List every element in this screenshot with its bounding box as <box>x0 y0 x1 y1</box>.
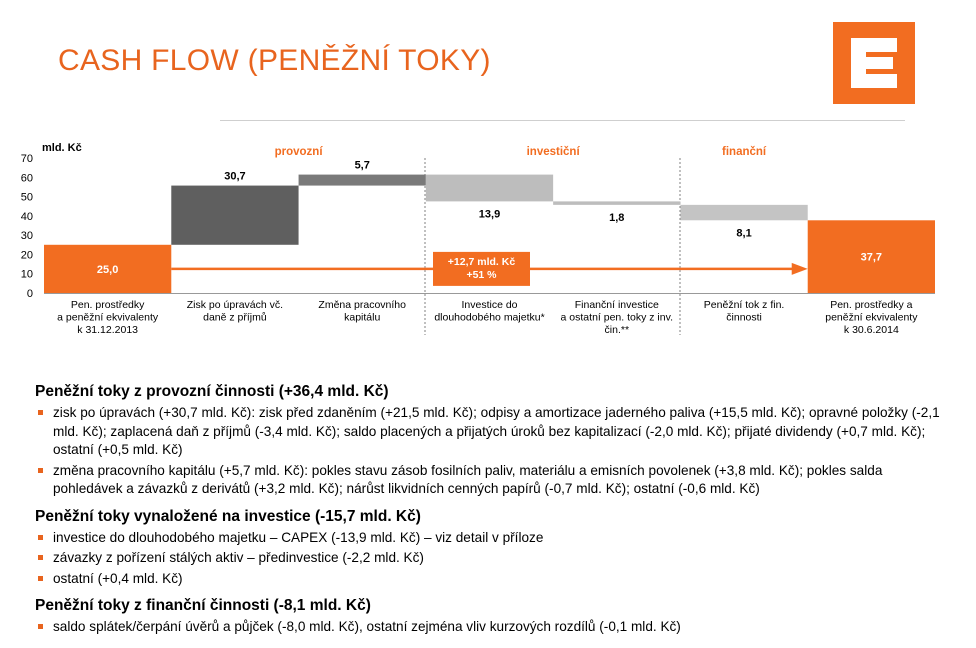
bullet-text: změna pracovního kapitálu (+5,7 mld. Kč): pokles stavu zásob fosilních paliv, materiálu a emisních povolenek (+3,8 mld. Kč); pokles salda pohledávek a závazků z derivátů (+3,2 mld. Kč); nárůst likvidních cenných papírů (-0,7 mld. Kč); ostatní (-0,6 mld. Kč) <box>53 462 883 496</box>
y-tick-label: 60 <box>20 172 33 185</box>
y-tick-label: 50 <box>20 191 33 204</box>
square-bullet-icon <box>38 576 43 581</box>
bullet-item <box>35 618 955 637</box>
square-bullet-icon <box>38 468 43 473</box>
bullet-list <box>35 529 955 589</box>
group-label: provozní <box>274 146 323 158</box>
bar-value-label: 13,9 <box>478 208 501 221</box>
bar-increase <box>171 186 298 245</box>
y-tick-label: 30 <box>20 230 33 243</box>
category-label: kapitálu <box>344 311 381 324</box>
bullet-item <box>35 549 955 568</box>
cash-flow-waterfall-chart <box>0 130 976 380</box>
square-bullet-icon <box>38 535 43 540</box>
growth-annotation-text: +51 % <box>466 268 497 281</box>
bar-value-label: 1,8 <box>609 211 625 224</box>
section-heading: Peněžní toky z finanční činnosti (-8,1 mld. Kč) <box>35 597 371 614</box>
bullet-item <box>35 529 955 548</box>
bar-decrease <box>553 201 680 204</box>
bar-decrease <box>680 205 807 220</box>
commentary-section <box>35 508 955 589</box>
commentary-section <box>35 383 955 499</box>
bullet-item <box>35 570 955 589</box>
category-label: a ostatní pen. toky z inv. <box>560 311 674 324</box>
group-label: finanční <box>722 146 767 158</box>
y-tick-label: 20 <box>20 249 33 262</box>
bullet-text: zisk po úpravách (+30,7 mld. Kč): zisk před zdaněním (+21,5 mld. Kč); odpisy a amortizace jaderného paliva (+15,5 mld. Kč); opravné položky (-2,1 mld. Kč); zaplacená daň z příjmů (-3,4 mld. Kč); saldo placených a přijatých úroků bez kapitalizací (-2,0 mld. Kč); přijaté dividendy (+0,7 mld. Kč); ostatní (+0,5 mld. Kč) <box>53 405 940 457</box>
header-divider <box>220 120 905 121</box>
growth-arrow-head <box>792 263 808 275</box>
category-label: Pen. prostředky <box>70 299 145 311</box>
page-title: CASH FLOW (PENĚŽNÍ TOKY) <box>58 44 491 77</box>
commentary-section <box>35 597 955 637</box>
cez-logo <box>833 22 915 104</box>
square-bullet-icon <box>38 624 43 629</box>
bullet-text: závazky z pořízení stálých aktiv – předinvestice (-2,2 mld. Kč) <box>53 550 424 565</box>
y-tick-label: 10 <box>20 268 33 281</box>
category-label: Změna pracovního <box>318 299 406 311</box>
bar-decrease <box>426 175 553 202</box>
square-bullet-icon <box>38 555 43 560</box>
growth-annotation-text: +12,7 mld. Kč <box>447 255 516 268</box>
y-tick-label: 40 <box>20 210 33 223</box>
category-label: peněžní ekvivalenty <box>825 311 918 324</box>
logo-e-mark <box>833 22 915 104</box>
section-heading: Peněžní toky z provozní činnosti (+36,4 mld. Kč) <box>35 383 389 400</box>
bullet-item <box>35 462 955 499</box>
category-label: k 31.12.2013 <box>77 324 139 336</box>
bullet-text: ostatní (+0,4 mld. Kč) <box>53 570 183 586</box>
y-tick-label: 70 <box>20 153 33 165</box>
bar-increase <box>299 175 426 186</box>
bullet-item <box>35 404 955 460</box>
bar-value-label: 37,7 <box>860 251 883 264</box>
bullet-text: investice do dlouhodobého majetku – CAPEX (-13,9 mld. Kč) – viz detail v příloze <box>53 529 544 545</box>
category-label: Zisk po úpravách vč. <box>186 299 284 311</box>
category-label: a peněžní ekvivalenty <box>57 311 159 324</box>
bar-value-label: 30,7 <box>224 170 246 183</box>
bullet-text: saldo splátek/čerpání úvěrů a půjček (-8,0 mld. Kč), ostatní zejména vliv kurzových rozdílů (-0,1 mld. Kč) <box>53 619 681 634</box>
category-label: Investice do <box>461 299 518 311</box>
bar-value-label: 25,0 <box>96 263 119 276</box>
category-label: k 30.6.2014 <box>843 324 899 336</box>
square-bullet-icon <box>38 410 43 415</box>
category-label: činnosti <box>726 311 762 324</box>
group-label: investiční <box>526 146 580 158</box>
bullet-list <box>35 618 955 637</box>
cash-flow-commentary <box>35 383 955 646</box>
category-label: Peněžní tok z fin. <box>703 299 785 311</box>
category-label: čin.** <box>604 324 630 336</box>
bullet-list <box>35 404 955 499</box>
category-label: Pen. prostředky a <box>830 299 913 311</box>
category-label: daně z příjmů <box>203 311 267 324</box>
y-tick-label: 0 <box>26 288 33 300</box>
y-axis-label: mld. Kč <box>42 142 82 154</box>
section-heading: Peněžní toky vynaložené na investice (-15,7 mld. Kč) <box>35 507 421 525</box>
category-label: dlouhodobého majetku* <box>434 311 545 324</box>
category-label: Finanční investice <box>574 299 659 311</box>
bar-value-label: 8,1 <box>736 227 752 240</box>
bar-value-label: 5,7 <box>354 159 370 172</box>
